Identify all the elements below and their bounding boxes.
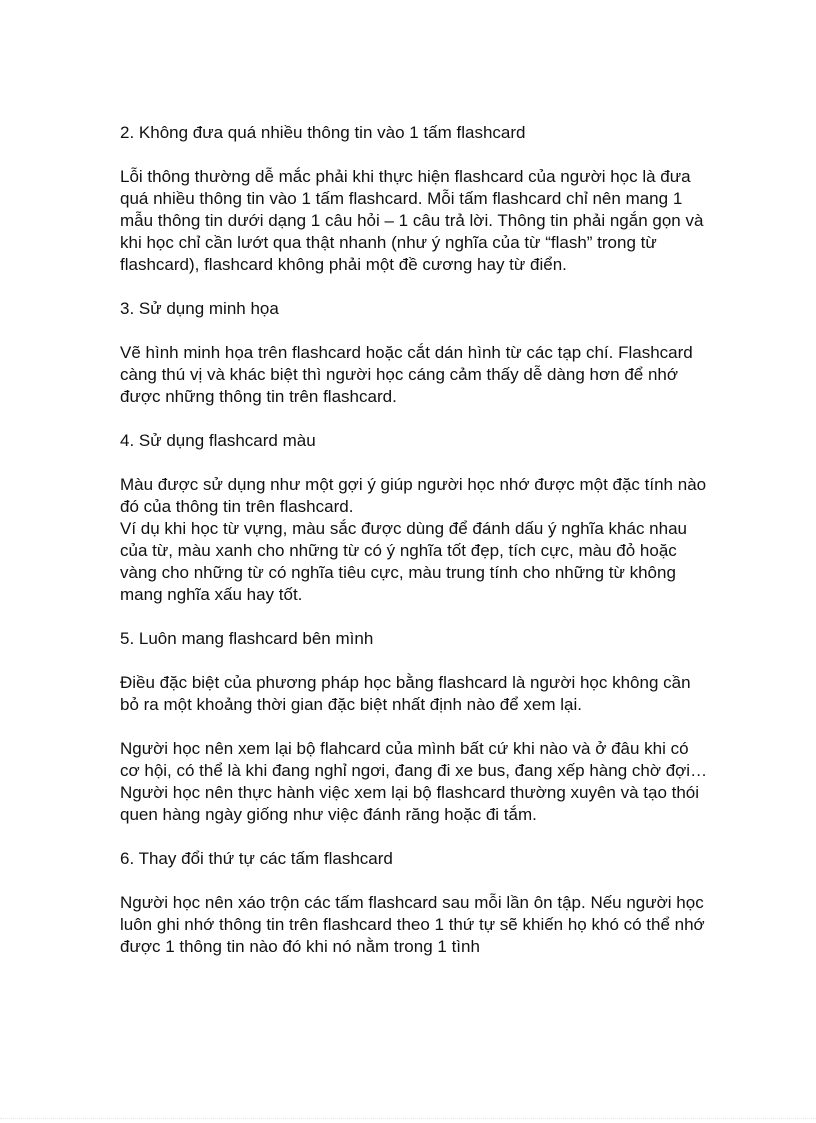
section-5-paragraph-2: Người học nên xem lại bộ flahcard của mình bất cứ khi nào và ở đâu khi có cơ hội, có thể là khi đang nghỉ ngơi, đang đi xe bus, đang xếp hàng chờ đợi… Người học nên thực hành việc xem lại bộ flashcard thường xuyên và tạo thói quen hàng ngày giống như việc đánh răng hoặc đi tắm. — [120, 739, 708, 824]
section-4-paragraph-1: Màu được sử dụng như một gợi ý giúp người học nhớ được một đặc tính nào đó của thông tin trên flashcard. — [120, 475, 707, 516]
section-heading-4: 4. Sử dụng flashcard màu — [120, 431, 316, 450]
section-heading-6: 6. Thay đổi thứ tự các tấm flashcard — [120, 849, 393, 868]
section-4-paragraph-2: Ví dụ khi học từ vựng, màu sắc được dùng để đánh dấu ý nghĩa khác nhau của từ, màu xanh cho những từ có ý nghĩa tốt đẹp, tích cực, màu đỏ hoặc vàng cho những từ có nghĩa tiêu cực, màu trung tính cho những từ không mang nghĩa xấu hay tốt. — [120, 519, 687, 604]
section-6-paragraph: Người học nên xáo trộn các tấm flashcard sau mỗi lần ôn tập. Nếu người học luôn ghi nhớ thông tin trên flashcard theo 1 thứ tự sẽ khiến họ khó có thể nhớ được 1 thông tin nào đó khi nó nằm trong 1 tình — [120, 893, 705, 956]
section-3-paragraph: Vẽ hình minh họa trên flashcard hoặc cắt dán hình từ các tạp chí. Flashcard càng thú vị và khác biệt thì người học cáng cảm thấy dễ dàng hơn để nhớ được những thông tin trên flashcard. — [120, 343, 693, 406]
section-2-paragraph: Lỗi thông thường dễ mắc phải khi thực hiện flashcard của người học là đưa quá nhiều thông tin vào 1 tấm flashcard. Mỗi tấm flashcard chỉ nên mang 1 mẫu thông tin dưới dạng 1 câu hỏi – 1 câu trả lời. Thông tin phải ngắn gọn và khi học chỉ cần lướt qua thật nhanh (như ý nghĩa của từ “flash” trong từ flashcard), flashcard không phải một đề cương hay từ điển. — [120, 167, 704, 274]
section-heading-5: 5. Luôn mang flashcard bên mình — [120, 629, 374, 648]
section-heading-3: 3. Sử dụng minh họa — [120, 299, 279, 318]
section-heading-2: 2. Không đưa quá nhiều thông tin vào 1 tấm flashcard — [120, 123, 526, 142]
page-bottom-divider — [0, 1118, 816, 1119]
document-page — [120, 122, 710, 958]
section-5-paragraph-1: Điều đặc biệt của phương pháp học bằng flashcard là người học không cần bỏ ra một khoảng thời gian đặc biệt nhất định nào để xem lại. — [120, 673, 691, 714]
